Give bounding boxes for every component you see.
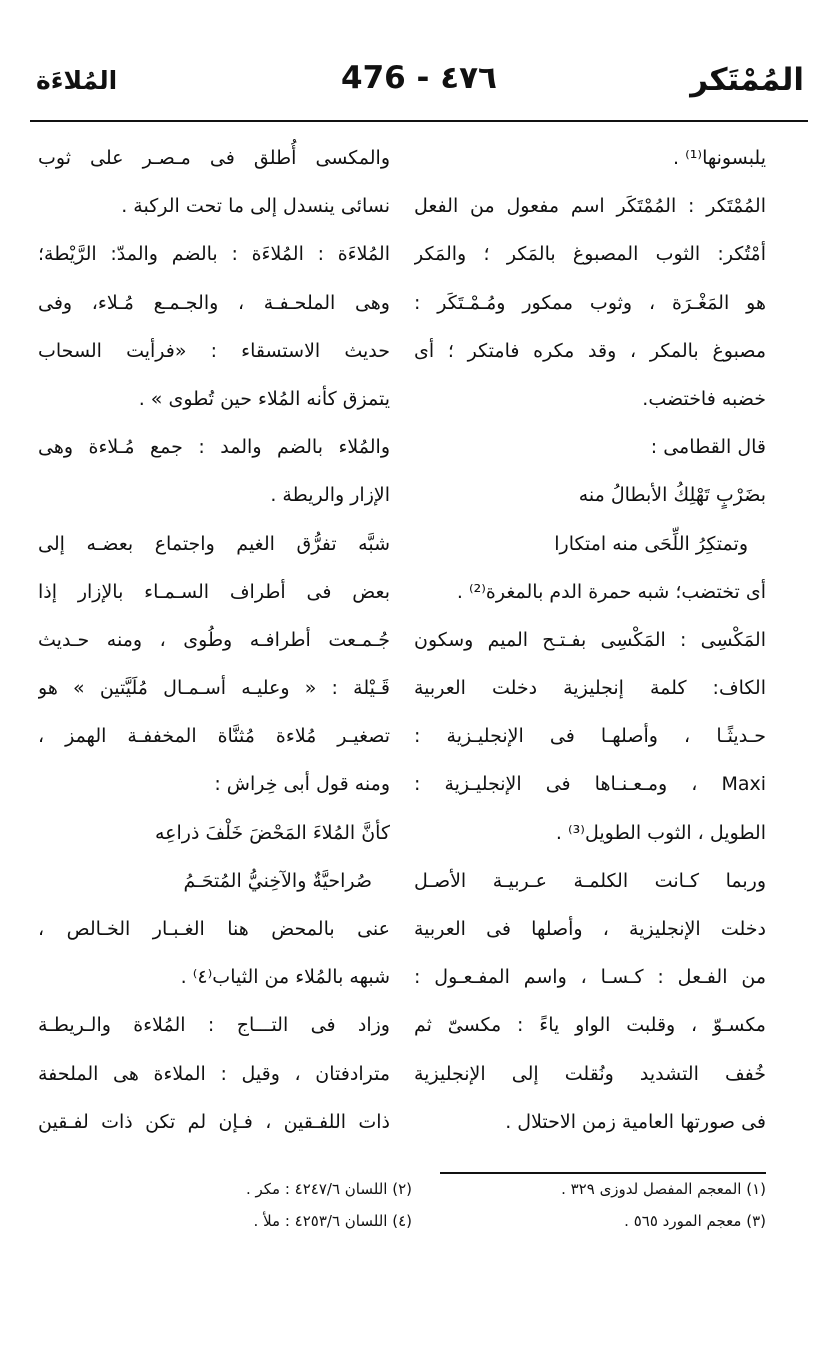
header-entry-left: المُلاءَة (36, 66, 118, 95)
right-column (414, 134, 766, 1146)
page-number: 476 - ٤٧٦ (341, 60, 497, 96)
left-column-line: جُـمـعت أطرافـه وطُوى ، ومنه حـديث (38, 628, 390, 651)
left-column-line: وهى الملحـفـة ، والجـمـع مُـلاء، وفى (38, 291, 390, 314)
left-column-line: بعض فى أطراف السـمـاء بالإزار إذا (38, 580, 390, 603)
left-column-line: والمُلاء بالضم والمد : جمع مُـلاءة وهى (38, 436, 390, 459)
left-column-line: صُراحيَّةٌ والآخِنيُّ المُتحَـمُ (183, 869, 372, 892)
left-column-line: حديث الاستسقاء : «فرأيت السحاب (38, 339, 390, 362)
right-column-line: قال القطامى : (650, 436, 766, 459)
left-column-line: كأنَّ المُلاءَ المَحْضَ خَلْفَ ذراعِه (154, 821, 390, 844)
right-column-line: من الفـعل : كـسـا ، واسم المفـعـول : (414, 966, 766, 989)
right-column-line: دخلت الإنجليزية ، وأصلها فى العربية (414, 918, 766, 940)
header-divider (30, 120, 808, 122)
footnote-2: (٢) اللسان ٤٢٤٧/٦ : مكر . (245, 1180, 412, 1198)
page-header (30, 58, 808, 110)
right-column-line: Maxi ، ومـعـنـاها فى الإنجليـزية : (414, 773, 766, 796)
left-column-line: عنى بالمحض هنا الغـبـار الخـالص ، (38, 918, 390, 940)
left-column-line: يتمزق كأنه المُلاء حين تُطوى » . (138, 387, 390, 410)
right-column-line: فى صورتها العامية زمن الاحتلال . (505, 1110, 766, 1133)
left-column-line: قَـيْلة : « وعليـه أسـمـال مُلَيَّتين » هو (38, 677, 390, 700)
left-column-line: الإزار والريطة . (270, 484, 390, 507)
footnote-3: (٣) معجم المورد ٥٦٥ . (624, 1212, 766, 1230)
right-column-line: الكاف: كلمة إنجليزية دخلت العربية (414, 677, 766, 700)
left-column-line: مترادفتان ، وقيل : الملاءة هى الملحفة (38, 1062, 390, 1085)
left-column-line: والمكسى أُطلق فى مـصـر على ثوب (38, 147, 390, 169)
left-column-line: شبَّه تفرُّق الغيم واجتماع بعضـه إلى (38, 532, 390, 555)
right-column-line: المَكْسِى : المَكْسِى بفـتـح الميم وسكون (414, 628, 766, 651)
right-column-line: الطويل ، الثوب الطويل⁽³⁾ . (555, 821, 766, 844)
left-column (38, 134, 390, 1146)
right-column-line: مكسـوّ ، وقلبت الواو ياءً : مكسىّ ثم (414, 1014, 766, 1037)
header-entry-right: المُمْتَكر (690, 62, 804, 98)
right-column-line: أى تختضب؛ شبه حمرة الدم بالمغرة⁽²⁾ . (456, 580, 766, 603)
left-column-line: شبهه بالمُلاء من الثياب⁽٤⁾ . (180, 966, 390, 989)
right-column-line: مصبوغ بالمكر ، وقد مكره فامتكر ؛ أى (414, 339, 766, 362)
right-column-line: خضبه فاختضب. (642, 387, 766, 410)
footnote-divider (440, 1172, 766, 1174)
footnote-1: (١) المعجم المفصل لدوزى ٣٢٩ . (561, 1180, 766, 1198)
left-column-line: نسائى ينسدل إلى ما تحت الركبة . (121, 195, 390, 218)
right-column-line: حـديثًـا ، وأصلهـا فى الإنجليـزية : (414, 725, 766, 748)
right-column-line: خُفف التشديد ونُقلت إلى الإنجليزية (414, 1062, 766, 1085)
right-column-line: هو المَغْـرَة ، وثوب ممكور ومُـمْـتَكَر : (414, 291, 766, 314)
right-column-line: بضَرْبٍ تَهْلِكُ الأبطالُ منه (578, 484, 766, 507)
right-column-line: وربما كـانت الكلمـة عـربيـة الأصـل (414, 869, 766, 892)
right-column-line: المُمْتَكر : المُمْتَكَر اسم مفعول من الفعل (414, 195, 766, 218)
footnote-4: (٤) اللسان ٤٢٥٣/٦ : ملأ . (253, 1212, 412, 1230)
right-column-line: وتمتكِرُ اللِّحَى منه امتكارا (554, 532, 748, 555)
right-column-line: يلبسونها⁽¹⁾ . (673, 147, 766, 169)
right-column-line: أمْتُكر: الثوب المصبوغ بالمَكر ؛ والمَكر (414, 243, 766, 266)
left-column-line: تصغيـر مُلاءة مُثنَّاة المخففـة الهمز ، (38, 725, 390, 748)
left-column-line: وزاد فى التـــاج : المُلاءة والـريطـة (38, 1014, 390, 1037)
left-column-line: المُلاءَة : المُلاءَة : بالضم والمدّ: الرَّيْطة؛ (38, 243, 390, 266)
left-column-line: ومنه قول أبى خِراش : (214, 773, 390, 796)
left-column-line: ذات اللفـقين ، فـإن لم تكن ذات لفـقين (38, 1110, 390, 1133)
